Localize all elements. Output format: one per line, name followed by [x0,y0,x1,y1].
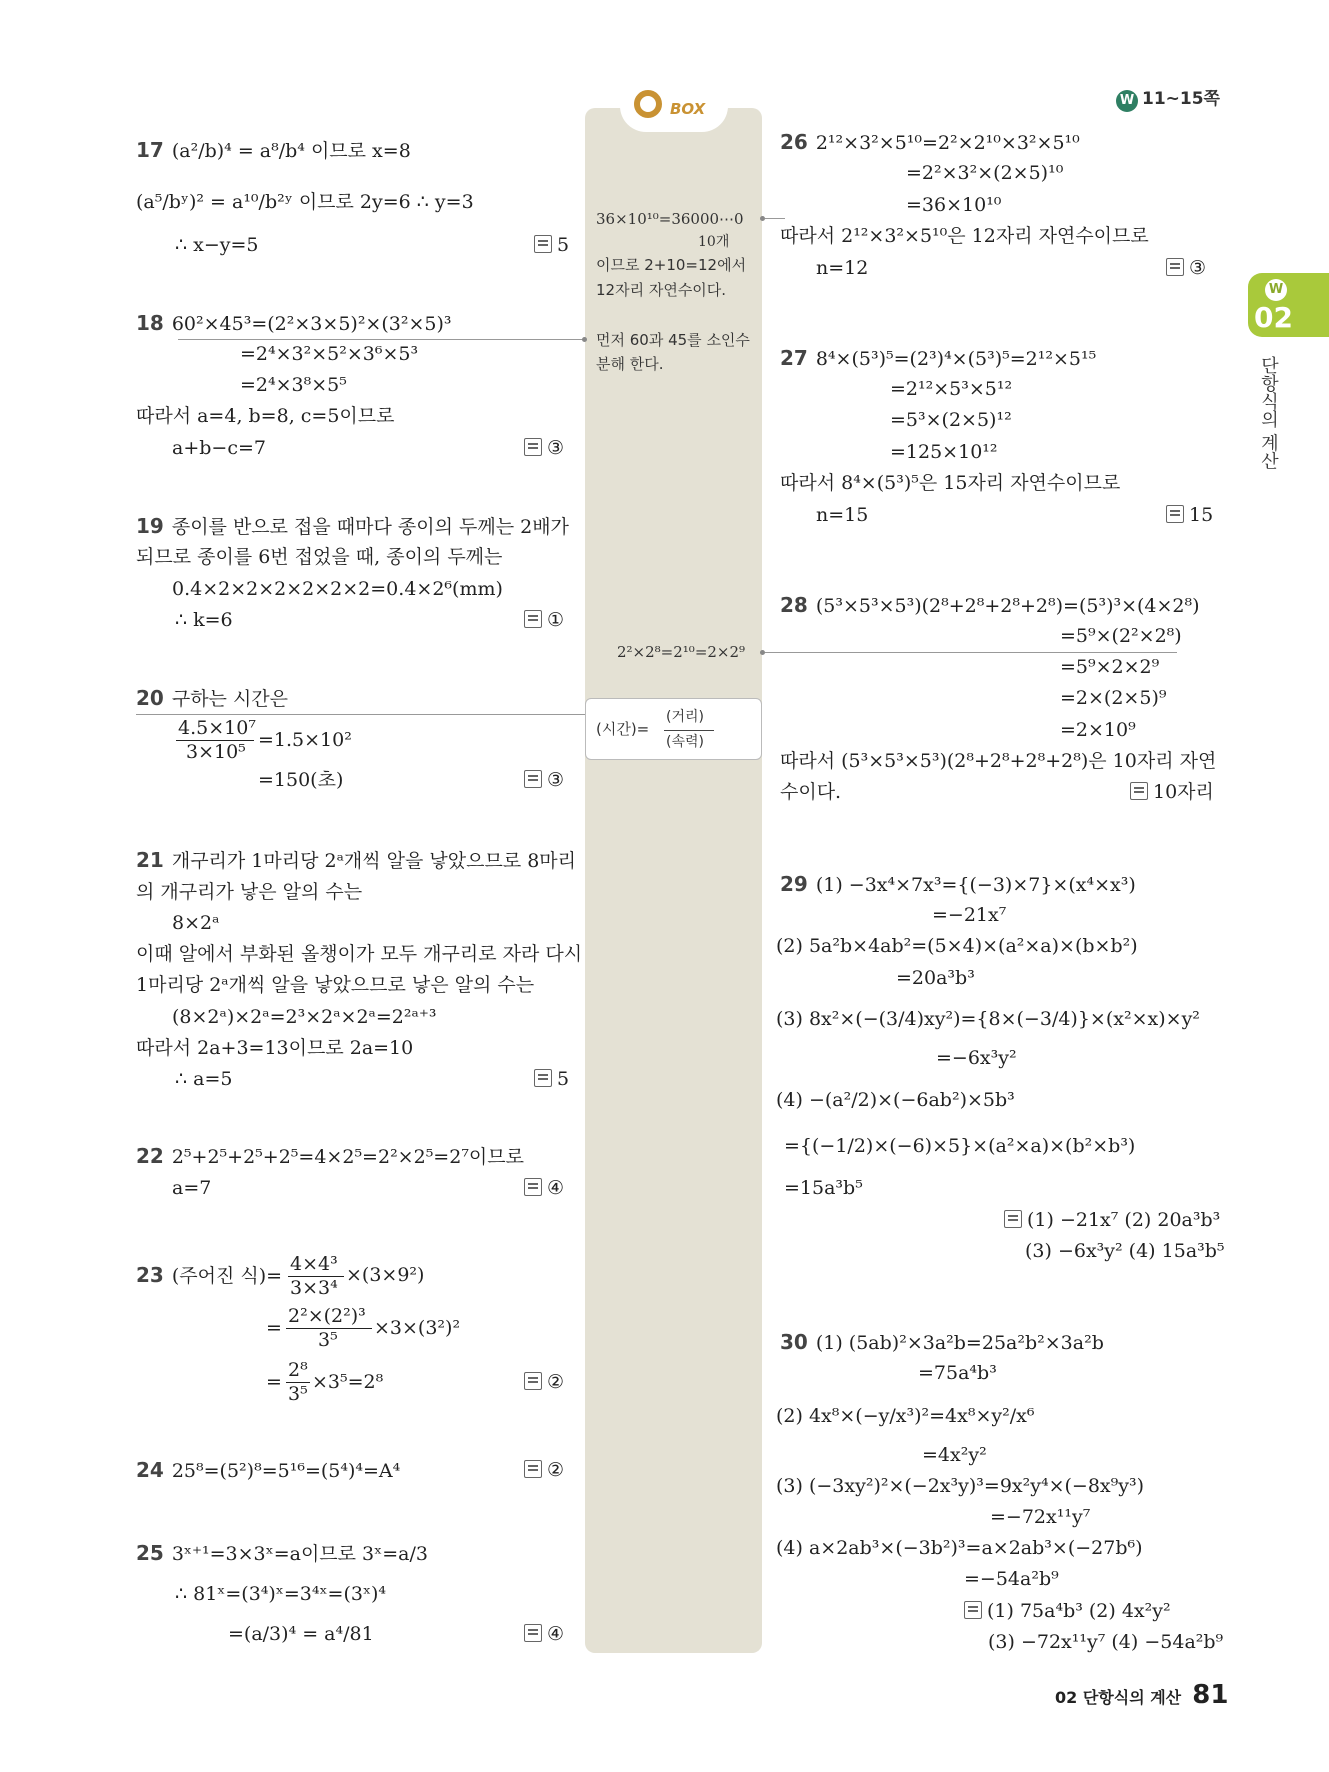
problem-23-answer: ② [524,1370,564,1394]
problem-23-line-2b: ×3×(3²)² [374,1317,461,1339]
problem-30-line-5: (3) (−3xy²)²×(−2x³y)³=9x²y⁴×(−8x⁹y³) [776,1475,1145,1497]
problem-29-answer-1: (1) −21x⁷ (2) 20a³b³ [1004,1208,1220,1232]
problem-19-line-1: 19 종이를 반으로 접을 때마다 종이의 두께는 2배가 [136,514,569,538]
problem-19-line-2: 되므로 종이를 6번 접었을 때, 종이의 두께는 [136,546,503,568]
qbox-note-18-b: 분해 한다. [596,355,664,373]
problem-22-number: 22 [136,1144,164,1168]
workbook-badge-icon: W [1116,90,1138,112]
problem-23-frac2-num: 2²×(2²)³ [288,1305,366,1327]
answer-icon [524,1372,542,1390]
problem-29-line-9: =15a³b⁵ [784,1177,863,1199]
qbox-note-26-d: 12자리 자연수이다. [596,281,727,299]
problem-27-line-4: =125×10¹² [890,441,998,463]
problem-25-line-2: ∴ 81ˣ=(3⁴)ˣ=3⁴ˣ=(3ˣ)⁴ [175,1583,387,1605]
problem-20-frac-den: 3×10⁵ [186,741,246,763]
problem-28-line-7: 수이다. [780,781,842,803]
problem-24-answer: ② [524,1458,564,1482]
problem-26-line-4: 따라서 2¹²×3²×5¹⁰은 12자리 자연수이므로 [780,225,1149,247]
answer-icon [1004,1210,1022,1228]
problem-27-line-5: 따라서 8⁴×(5³)⁵은 15자리 자연수이므로 [780,472,1121,494]
formula-denominator: (속력) [666,734,704,750]
answer-icon [964,1601,982,1619]
problem-20-line-1: 20 구하는 시간은 [136,686,289,710]
problem-30-answer-1: (1) 75a⁴b³ (2) 4x²y² [964,1599,1171,1623]
answer-icon [524,1178,542,1196]
leader-dot-18 [582,337,587,342]
problem-23-frac1-den: 3×3⁴ [290,1277,338,1299]
problem-19-number: 19 [136,514,164,538]
problem-21-line-6: (8×2ᵃ)×2ᵃ=2³×2ᵃ×2ᵃ=2²ᵃ⁺³ [172,1006,437,1028]
problem-29-line-5: (3) 8x²×(−(3/4)xy²)={8×(−3/4)}×(x²×x)×y² [776,1008,1200,1030]
problem-28-line-3: =5⁹×2×2⁹ [1060,656,1160,678]
qbox-note-26-a: 36×10¹⁰=36000⋯0 [596,210,744,228]
answer-icon [1130,782,1148,800]
page-number: 81 [1192,1680,1229,1710]
problem-29-answer-2: (3) −6x³y² (4) 15a³b⁵ [1025,1240,1225,1262]
problem-27-line-6: n=15 [816,504,869,526]
problem-23-frac1-num: 4×4³ [290,1253,338,1275]
problem-23-eq3: = [266,1371,282,1393]
problem-28-line-1: 28 (5³×5³×5³)(2⁸+2⁸+2⁸+2⁸)=(5³)³×(4×2⁸) [780,593,1200,617]
footer-section: 02 단항식의 계산 [1055,1688,1182,1707]
problem-30-line-8: =−54a²b⁹ [964,1568,1059,1590]
problem-17-line-2: (a⁵/bʸ)² = a¹⁰/b²ʸ 이므로 2y=6 ∴ y=3 [136,191,474,213]
problem-23-frac2-den: 3⁵ [318,1329,338,1351]
problem-24-number: 24 [136,1458,164,1482]
leader-line-20 [136,714,585,715]
problem-21-line-5: 1마리당 2ᵃ개씩 알을 낳았으므로 낳은 알의 수는 [136,974,535,996]
problem-22-answer: ④ [524,1176,564,1200]
problem-23-eq2: = [266,1317,282,1339]
answer-icon [1166,505,1184,523]
speed-formula-box [585,698,762,760]
leader-line-28 [765,652,1177,653]
problem-28-line-2: =5⁹×(2²×2⁸) [1060,625,1182,647]
problem-25-line-3: =(a/3)⁴ = a⁴/81 [228,1623,374,1645]
chapter-number: 02 [1254,301,1293,334]
problem-23-line-1b: ×(3×9²) [346,1264,425,1286]
problem-30-answer-2: (3) −72x¹¹y⁷ (4) −54a²b⁹ [988,1631,1224,1653]
problem-19-line-4: ∴ k=6 [175,609,233,631]
problem-27-answer: 15 [1166,503,1213,527]
answer-icon [534,235,552,253]
problem-30-number: 30 [780,1330,808,1354]
problem-29-line-1: 29 (1) −3x⁴×7x³={(−3)×7}×(x⁴×x³) [780,872,1136,896]
problem-21-line-2: 의 개구리가 낳은 알의 수는 [136,881,363,903]
problem-23-frac3-num: 2⁸ [288,1359,308,1381]
problem-19-answer: ① [524,608,564,632]
problem-20-line-3: =150(초) [258,769,344,791]
problem-21-line-1: 21 개구리가 1마리당 2ᵃ개씩 알을 낳았으므로 8마리 [136,848,577,872]
problem-30-line-2: =75a⁴b³ [918,1362,997,1384]
problem-17-line-1: 17 (a²/b)⁴ = a⁸/b⁴ 이므로 x=8 [136,138,411,162]
chapter-side-tab [1248,273,1329,337]
problem-27-line-1: 27 8⁴×(5³)⁵=(2³)⁴×(5³)⁵=2¹²×5¹⁵ [780,346,1097,370]
problem-28-line-4: =2×(2×5)⁹ [1060,687,1167,709]
problem-25-answer: ④ [524,1622,564,1646]
problem-20-number: 20 [136,686,164,710]
problem-18-line-2: =2⁴×3²×5²×3⁶×5³ [240,343,419,365]
qbox-logo-icon [634,90,662,118]
qbox-note-26-b: 10개 [698,234,730,250]
problem-27-line-3: =5³×(2×5)¹² [890,409,1012,431]
problem-30-line-1: 30 (1) (5ab)²×3a²b=25a²b²×3a²b [780,1330,1104,1354]
problem-29-line-7: (4) −(a²/2)×(−6ab²)×5b³ [776,1089,1015,1111]
problem-29-line-3: (2) 5a²b×4ab²=(5×4)×(a²×a)×(b×b²) [776,935,1138,957]
problem-21-line-3: 8×2ᵃ [172,912,220,934]
problem-26-line-1: 26 2¹²×3²×5¹⁰=2²×2¹⁰×3²×5¹⁰ [780,130,1080,154]
problem-21-line-4: 이때 알에서 부화된 올챙이가 모두 개구리로 자라 다시 [136,943,583,965]
problem-29-line-2: =−21x⁷ [932,904,1007,926]
problem-23-line-1: 23 (주어진 식)= [136,1263,283,1287]
problem-20-answer: ③ [524,768,564,792]
page-range-text: 11~15쪽 [1142,89,1220,109]
problem-29-number: 29 [780,872,808,896]
problem-26-line-3: =36×10¹⁰ [906,194,1002,216]
problem-21-line-7: 따라서 2a+3=13이므로 2a=10 [136,1037,414,1059]
problem-21-line-8: ∴ a=5 [175,1068,233,1090]
qbox-note-26-c: 이므로 2+10=12에서 [596,256,747,274]
chapter-badge-icon: W [1265,279,1287,301]
problem-23-number: 23 [136,1263,164,1287]
problem-26-number: 26 [780,130,808,154]
formula-lhs: (시간)= [596,720,650,738]
problem-25-number: 25 [136,1541,164,1565]
qbox-note-18-a: 먼저 60과 45를 소인수 [596,331,750,349]
problem-23-frac3-den: 3⁵ [288,1383,308,1405]
page-range-header [1116,84,1220,112]
problem-22-line-2: a=7 [172,1177,212,1199]
leader-line-18 [178,339,583,340]
problem-28-answer: 10자리 [1130,780,1214,804]
qbox-note-28: 2²×2⁸=2¹⁰=2×2⁹ [617,643,746,661]
problem-18-answer: ③ [524,436,564,460]
chapter-title-vertical: 단항식의 계산 [1258,356,1279,470]
problem-20-frac-num: 4.5×10⁷ [178,717,256,739]
problem-23-line-3b: ×3⁵=2⁸ [312,1371,384,1393]
problem-29-line-8: ={(−1/2)×(−6)×5}×(a²×a)×(b²×b³) [784,1135,1136,1157]
answer-icon [524,770,542,788]
answer-icon [524,610,542,628]
page-footer [1055,1680,1228,1710]
problem-30-line-3: (2) 4x⁸×(−y/x³)²=4x⁸×y²/x⁶ [776,1405,1035,1427]
problem-30-line-6: =−72x¹¹y⁷ [990,1506,1091,1528]
qbox-tab [620,84,728,132]
problem-28-line-6: 따라서 (5³×5³×5³)(2⁸+2⁸+2⁸+2⁸)은 10자리 자연 [780,750,1217,772]
problem-18-line-4: 따라서 a=4, b=8, c=5이므로 [136,405,395,427]
qbox-label: BOX [670,100,706,118]
problem-18-line-1: 18 60²×45³=(2²×3×5)²×(3²×5)³ [136,311,452,335]
problem-22-line-1: 22 2⁵+2⁵+2⁵+2⁵=4×2⁵=2²×2⁵=2⁷이므로 [136,1144,524,1168]
problem-21-number: 21 [136,848,164,872]
leader-line-26 [765,218,785,219]
problem-25-line-1: 25 3ˣ⁺¹=3×3ˣ=a이므로 3ˣ=a/3 [136,1541,428,1565]
problem-17-line-3: ∴ x−y=5 [175,234,259,256]
problem-28-number: 28 [780,593,808,617]
problem-20-line-2: =1.5×10² [258,729,352,751]
problem-18-line-3: =2⁴×3⁸×5⁵ [240,374,347,396]
problem-29-line-4: =20a³b³ [896,967,975,989]
answer-icon [524,1460,542,1478]
problem-27-number: 27 [780,346,808,370]
problem-26-answer: ③ [1166,256,1206,280]
problem-30-line-4: =4x²y² [922,1444,987,1466]
answer-icon [534,1069,552,1087]
problem-30-line-7: (4) a×2ab³×(−3b²)³=a×2ab³×(−27b⁶) [776,1537,1143,1559]
problem-17-answer: 5 [534,233,569,257]
problem-24-line-1: 24 25⁸=(5²)⁸=5¹⁶=(5⁴)⁴=A⁴ [136,1458,401,1482]
problem-26-line-2: =2²×3²×(2×5)¹⁰ [906,162,1064,184]
problem-17-number: 17 [136,138,164,162]
problem-19-line-3: 0.4×2×2×2×2×2×2=0.4×2⁶(mm) [172,578,503,600]
formula-numerator: (거리) [666,709,704,725]
problem-26-line-5: n=12 [816,257,869,279]
problem-29-line-6: =−6x³y² [936,1047,1017,1069]
problem-18-line-5: a+b−c=7 [172,437,266,459]
answer-icon [524,1624,542,1642]
problem-21-answer: 5 [534,1067,569,1091]
problem-28-line-5: =2×10⁹ [1060,719,1136,741]
answer-icon [1166,258,1184,276]
problem-18-number: 18 [136,311,164,335]
answer-icon [524,438,542,456]
problem-27-line-2: =2¹²×5³×5¹² [890,378,1013,400]
